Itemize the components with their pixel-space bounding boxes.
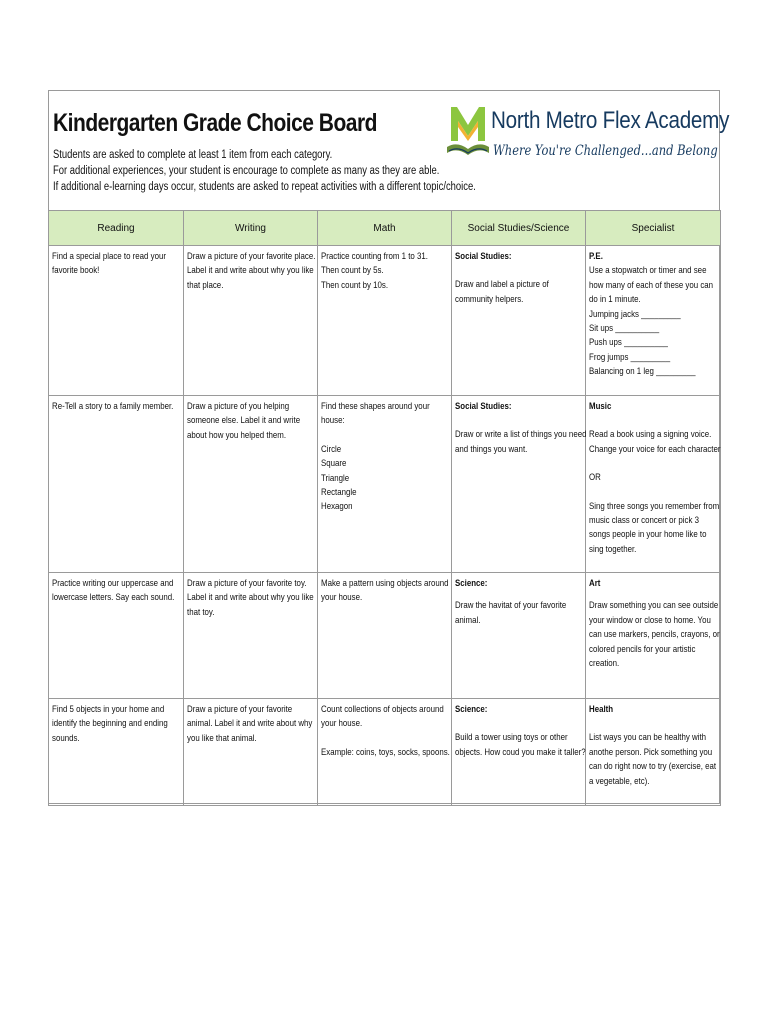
table-row	[49, 573, 721, 699]
logo-letter: M	[468, 132, 469, 133]
column-header-social-science: Social Studies/Science	[452, 211, 586, 246]
math-line: Rectangle	[321, 487, 357, 499]
social-body: Draw or write a list of things you need and things you want.	[455, 429, 587, 455]
math-cell	[318, 699, 452, 806]
math-line: Triangle	[321, 472, 350, 484]
specialist-line: Sing three songs you remember from music class or concert or pick 3 songs people in your home like to sing together.	[589, 500, 720, 555]
intro-line: Students are asked to complete at least 1 item from each category.	[53, 149, 333, 161]
table-row	[49, 699, 721, 806]
specialist-line: Use a stopwatch or timer and see how many of each of these you can do in 1 minute.	[589, 265, 714, 306]
choice-board-table	[48, 210, 721, 806]
column-header-math: Math	[318, 211, 452, 246]
social-science-cell	[452, 573, 586, 699]
specialist-line: Frog jumps _________	[589, 351, 671, 363]
academy-logo	[445, 101, 730, 171]
math-line: Make a pattern using objects around your house.	[321, 578, 449, 604]
reading-cell: Find 5 objects in your home and identify the beginning and ending sounds.	[49, 699, 184, 806]
writing-cell: Draw a picture of your favorite animal. Label it and write about why you like that animal.	[184, 699, 318, 806]
column-header-writing: Writing	[184, 211, 318, 246]
social-science-cell	[452, 246, 586, 396]
social-body: Draw and label a picture of community helpers.	[455, 279, 549, 305]
choice-board-sheet	[48, 90, 730, 804]
math-line: Circle	[321, 443, 342, 455]
social-body: Draw the havitat of your favorite animal.	[455, 600, 567, 626]
math-line: Count collections of objects around your house.	[321, 704, 444, 730]
table-row	[49, 246, 721, 396]
specialist-heading: Art	[589, 578, 601, 589]
specialist-cell	[586, 396, 721, 573]
social-heading: Science:	[455, 578, 488, 589]
math-line: Square	[321, 458, 347, 470]
math-cell	[318, 573, 452, 699]
column-header-reading: Reading	[49, 211, 184, 246]
column-header-specialist: Specialist	[586, 211, 721, 246]
social-science-cell	[452, 699, 586, 806]
writing-cell: Draw a picture of your favorite toy. Label it and write about why you like that toy.	[184, 573, 318, 699]
reading-cell: Find a special place to read your favorite book!	[49, 246, 184, 396]
board-header	[49, 91, 730, 211]
specialist-heading: Music	[589, 401, 612, 412]
specialist-line: Jumping jacks _________	[589, 308, 681, 320]
writing-cell: Draw a picture of your favorite place. Label it and write about why you like that place.	[184, 246, 318, 396]
social-body: Build a tower using toys or other objects. How coud you make it taller?	[455, 732, 586, 758]
specialist-line: OR	[589, 472, 601, 484]
social-heading: Social Studies:	[455, 401, 512, 412]
math-line: Hexagon	[321, 501, 353, 513]
social-heading: Science:	[455, 704, 488, 715]
specialist-line: Read a book using a signing voice. Change your voice for each character	[589, 429, 721, 455]
math-cell	[318, 396, 452, 573]
math-line: Then count by 5s.	[321, 265, 384, 277]
math-cell	[318, 246, 452, 396]
specialist-line: Push ups __________	[589, 337, 668, 349]
specialist-line: Draw something you can see outside your window or close to home. You can use markers, pencils, crayons, or colored pencils for your artistic creation.	[589, 600, 720, 670]
specialist-cell	[586, 699, 721, 806]
math-intro: Find these shapes around your house:	[321, 401, 430, 427]
book-m-logo-icon	[445, 101, 491, 165]
social-heading: Social Studies:	[455, 251, 512, 262]
specialist-cell	[586, 246, 721, 396]
social-science-cell	[452, 396, 586, 573]
writing-cell: Draw a picture of you helping someone else. Label it and write about how you helped them.	[184, 396, 318, 573]
intro-line: For additional experiences, your student is encourage to complete as many as they are able.	[53, 165, 440, 177]
specialist-line: List ways you can be healthy with anothe person. Pick something you can do right now to try (exercise, eat a vegetable, etc).	[589, 732, 717, 787]
math-line: Then count by 10s.	[321, 279, 389, 291]
reading-cell: Re-Tell a story to a family member.	[49, 396, 184, 573]
specialist-heading: Health	[589, 704, 614, 715]
specialist-line: Balancing on 1 leg _________	[589, 366, 696, 378]
reading-cell: Practice writing our uppercase and lowercase letters. Say each sound.	[49, 573, 184, 699]
intro-line: If additional e-learning days occur, students are asked to repeat activities with a different topic/choice.	[53, 181, 476, 193]
academy-tagline: Where You're Challenged...and Belong	[493, 143, 718, 159]
math-line: Example: coins, toys, socks, spoons.	[321, 746, 450, 758]
specialist-cell	[586, 573, 721, 699]
math-line: Practice counting from 1 to 31.	[321, 251, 428, 262]
page-title: Kindergarten Grade Choice Board	[53, 109, 377, 137]
academy-name: North Metro Flex Academy	[491, 107, 730, 134]
intro-text	[53, 147, 476, 195]
column-header-row	[49, 211, 721, 246]
table-row	[49, 396, 721, 573]
specialist-heading: P.E.	[589, 251, 603, 262]
specialist-line: Sit ups __________	[589, 323, 660, 335]
